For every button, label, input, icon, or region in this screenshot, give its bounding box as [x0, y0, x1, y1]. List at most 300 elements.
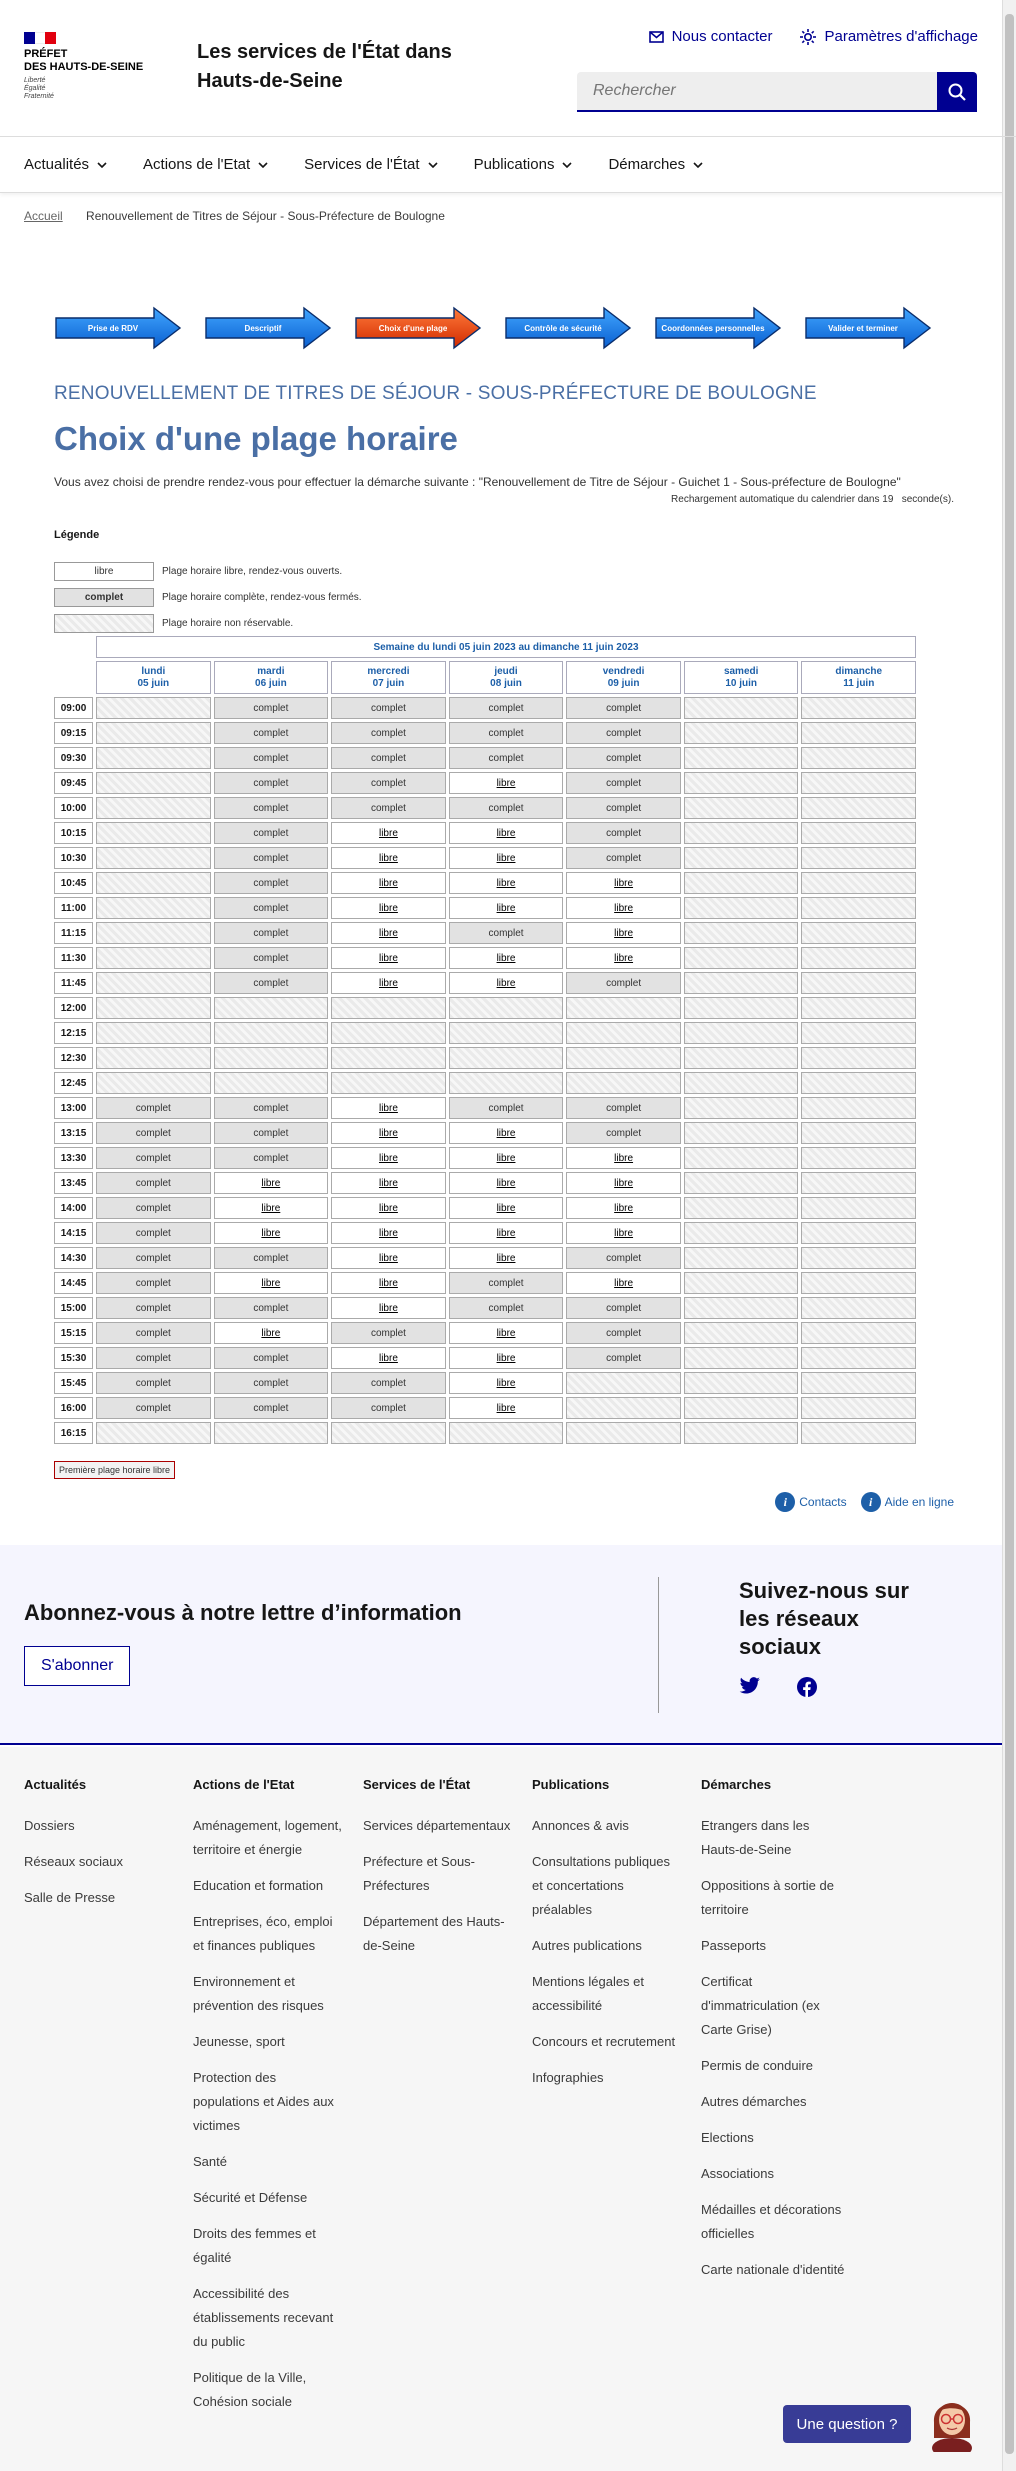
- newsletter-title: Abonnez-vous à notre lettre d’information: [24, 1600, 462, 1625]
- legend-na-text: Plage horaire non réservable.: [162, 618, 294, 629]
- slot-row: [54, 972, 916, 997]
- help-links: [775, 1492, 954, 1512]
- footer-link[interactable]: Environnement et prévention des risques: [193, 1974, 324, 2013]
- info-icon: i: [775, 1492, 795, 1512]
- step-label: Choix d'une plage: [378, 323, 448, 333]
- slot-unavailable: [801, 747, 916, 769]
- footer-link[interactable]: Concours et recrutement: [532, 2034, 676, 2049]
- day-date: 06 juin: [255, 678, 287, 689]
- slot-full: complet: [96, 1397, 211, 1419]
- slot-time: 12:15: [54, 1022, 93, 1044]
- scrollbar[interactable]: [1002, 0, 1016, 2471]
- slot-unavailable: [96, 872, 211, 894]
- slot-free[interactable]: libre: [566, 872, 681, 894]
- slot-free[interactable]: libre: [449, 947, 564, 969]
- footer-link[interactable]: Autres démarches: [701, 2094, 807, 2109]
- slot-free[interactable]: libre: [331, 1347, 446, 1369]
- slot-unavailable: [684, 1147, 799, 1169]
- slot-unavailable: [96, 922, 211, 944]
- slot-free[interactable]: libre: [449, 1197, 564, 1219]
- slot-unavailable: [96, 772, 211, 794]
- footer-column: [701, 1777, 851, 2294]
- slot-time: 16:00: [54, 1397, 93, 1419]
- step-5: [654, 306, 782, 350]
- newsletter-divider: [658, 1577, 659, 1713]
- slot-unavailable: [801, 1097, 916, 1119]
- step-progress: [54, 306, 934, 350]
- slot-free[interactable]: libre: [566, 947, 681, 969]
- breadcrumb-current: Renouvellement de Titres de Séjour - Sous-Préfecture de Boulogne: [86, 209, 445, 223]
- slot-full: complet: [214, 772, 329, 794]
- chevron-down-icon: [693, 162, 703, 168]
- footer-column: [24, 1777, 174, 1922]
- slot-full: complet: [214, 872, 329, 894]
- search-input[interactable]: [577, 72, 937, 112]
- slot-unavailable: [801, 1247, 916, 1269]
- slot-full: complet: [449, 1297, 564, 1319]
- footer-link[interactable]: Elections: [701, 2130, 754, 2145]
- slot-unavailable: [684, 822, 799, 844]
- footer-link[interactable]: Médailles et décorations officielles: [701, 2202, 842, 2241]
- slot-full: complet: [331, 697, 446, 719]
- footer-link[interactable]: Passeports: [701, 1938, 767, 1953]
- slot-time: 11:45: [54, 972, 93, 994]
- slot-unavailable: [684, 897, 799, 919]
- slot-unavailable: [96, 997, 211, 1019]
- footer-link[interactable]: Consultations publiques et concertations préalables: [532, 1854, 671, 1917]
- slot-free[interactable]: libre: [449, 772, 564, 794]
- slot-free[interactable]: libre: [214, 1222, 329, 1244]
- nav-item[interactable]: [24, 156, 107, 173]
- social-title: Suivez-nous sur les réseaux sociaux: [739, 1578, 909, 1659]
- footer-link[interactable]: Annonces & avis: [532, 1818, 629, 1833]
- slot-unavailable: [801, 922, 916, 944]
- slot-full: complet: [214, 1347, 329, 1369]
- slot-free[interactable]: libre: [331, 1122, 446, 1144]
- legend-na-box: [54, 614, 154, 633]
- slot-unavailable: [801, 997, 916, 1019]
- slot-full: complet: [566, 772, 681, 794]
- slot-full: complet: [566, 697, 681, 719]
- slot-free[interactable]: libre: [331, 1172, 446, 1194]
- devise-2: Égalité: [24, 85, 46, 92]
- slot-free[interactable]: libre: [331, 972, 446, 994]
- slot-unavailable: [684, 1397, 799, 1419]
- search-bar: [577, 72, 977, 112]
- slot-unavailable: [96, 1422, 211, 1444]
- slot-unavailable: [684, 997, 799, 1019]
- slot-unavailable: [801, 1197, 916, 1219]
- slot-row: [54, 872, 916, 897]
- page-title: Choix d'une plage horaire: [54, 420, 458, 457]
- slot-free[interactable]: libre: [566, 922, 681, 944]
- nav-item-label: Actions de l'Etat: [143, 156, 251, 173]
- footer-link[interactable]: Santé: [193, 2154, 227, 2169]
- slot-full: complet: [214, 897, 329, 919]
- slot-time: 15:30: [54, 1347, 93, 1369]
- footer-link[interactable]: Certificat d'immatriculation (ex Carte Grise): [701, 1974, 820, 2037]
- slot-unavailable: [801, 897, 916, 919]
- slot-unavailable: [566, 997, 681, 1019]
- slot-unavailable: [566, 1397, 681, 1419]
- slot-unavailable: [566, 1072, 681, 1094]
- footer-link[interactable]: Education et formation: [193, 1878, 324, 1893]
- day-header: [801, 661, 916, 694]
- slot-unavailable: [801, 972, 916, 994]
- slot-unavailable: [566, 1022, 681, 1044]
- slot-time: 14:45: [54, 1272, 93, 1294]
- slot-time: 09:15: [54, 722, 93, 744]
- nav-item-label: Publications: [473, 156, 555, 173]
- chat-assistant-avatar[interactable]: [924, 2388, 980, 2452]
- slot-time: 13:00: [54, 1097, 93, 1119]
- service-title[interactable]: Les services de l'État dans Hauts-de-Seine: [197, 41, 452, 92]
- slot-free[interactable]: libre: [331, 1272, 446, 1294]
- slot-free[interactable]: libre: [449, 872, 564, 894]
- slot-unavailable: [96, 722, 211, 744]
- devise-3: Fraternité: [24, 93, 54, 100]
- slot-time: 10:00: [54, 797, 93, 819]
- footer-link[interactable]: Aménagement, logement, territoire et énergie: [193, 1818, 342, 1857]
- slot-free[interactable]: libre: [449, 1172, 564, 1194]
- facebook-icon[interactable]: [797, 1677, 817, 1697]
- slot-free[interactable]: libre: [214, 1172, 329, 1194]
- chevron-down-icon: [258, 162, 268, 168]
- reload-prefix: Rechargement automatique du calendrier dans: [671, 494, 880, 505]
- nav-item[interactable]: [474, 156, 573, 173]
- slot-time: 14:30: [54, 1247, 93, 1269]
- mail-icon: [649, 31, 664, 43]
- reload-notice: [671, 494, 954, 505]
- slot-unavailable: [96, 1072, 211, 1094]
- slot-full: complet: [214, 922, 329, 944]
- slot-unavailable: [684, 922, 799, 944]
- day-date: 09 juin: [607, 678, 640, 689]
- display-settings-link[interactable]: [800, 28, 978, 45]
- slot-free[interactable]: libre: [566, 1172, 681, 1194]
- slot-free[interactable]: libre: [449, 1322, 564, 1344]
- slot-free[interactable]: libre: [331, 822, 446, 844]
- contact-link[interactable]: [649, 28, 773, 45]
- step-label: Prise de RDV: [87, 323, 139, 333]
- slot-unavailable: [96, 897, 211, 919]
- slot-full: complet: [566, 1097, 681, 1119]
- slot-unavailable: [566, 1372, 681, 1394]
- footer-link[interactable]: Protection des populations et Aides aux victimes: [193, 2070, 334, 2133]
- slot-time: 12:00: [54, 997, 93, 1019]
- legend-title: Légende: [54, 529, 100, 541]
- footer-link[interactable]: Sécurité et Défense: [193, 2190, 308, 2205]
- slot-row: [54, 697, 916, 722]
- slot-unavailable: [96, 822, 211, 844]
- slot-free[interactable]: libre: [331, 872, 446, 894]
- slot-free[interactable]: libre: [449, 1247, 564, 1269]
- slot-full: complet: [566, 1347, 681, 1369]
- slot-full: complet: [96, 1297, 211, 1319]
- slot-unavailable: [331, 1022, 446, 1044]
- slot-unavailable: [96, 697, 211, 719]
- day-name: samedi: [723, 666, 759, 677]
- slot-time: 11:00: [54, 897, 93, 919]
- slot-unavailable: [214, 1072, 329, 1094]
- slot-row: [54, 1197, 916, 1222]
- slot-full: complet: [214, 1397, 329, 1419]
- first-free-slot-button[interactable]: Première plage horaire libre: [54, 1461, 175, 1479]
- slot-full: complet: [566, 972, 681, 994]
- slot-unavailable: [449, 1422, 564, 1444]
- slot-unavailable: [684, 1247, 799, 1269]
- slot-free[interactable]: libre: [331, 1247, 446, 1269]
- slot-free[interactable]: libre: [566, 1197, 681, 1219]
- slot-full: complet: [96, 1097, 211, 1119]
- slot-unavailable: [801, 697, 916, 719]
- slot-full: complet: [214, 1297, 329, 1319]
- slot-unavailable: [684, 1197, 799, 1219]
- slot-time: 09:30: [54, 747, 93, 769]
- step-label: Coordonnées personnelles: [661, 323, 765, 333]
- slot-time: 11:15: [54, 922, 93, 944]
- slot-full: complet: [331, 772, 446, 794]
- step-label: Valider et terminer: [828, 323, 898, 333]
- day-header: [566, 661, 681, 694]
- footer-link[interactable]: Salle de Presse: [24, 1890, 116, 1905]
- slot-row: [54, 1272, 916, 1297]
- slot-full: complet: [214, 1247, 329, 1269]
- slot-full: complet: [566, 1322, 681, 1344]
- online-help-link[interactable]: [861, 1492, 954, 1512]
- day-name: mercredi: [367, 666, 410, 677]
- footer-link[interactable]: Autres publications: [532, 1938, 642, 1953]
- slot-free[interactable]: libre: [449, 1372, 564, 1394]
- slot-unavailable: [684, 1172, 799, 1194]
- slot-free[interactable]: libre: [331, 847, 446, 869]
- slot-unavailable: [801, 1022, 916, 1044]
- slot-row: [54, 1097, 916, 1122]
- slot-free[interactable]: libre: [449, 1222, 564, 1244]
- slot-free[interactable]: libre: [214, 1197, 329, 1219]
- slot-full: complet: [566, 847, 681, 869]
- nav-item-label: Services de l'État: [304, 156, 420, 173]
- slot-full: complet: [566, 747, 681, 769]
- slot-time: 10:45: [54, 872, 93, 894]
- slot-free[interactable]: libre: [449, 847, 564, 869]
- day-name: vendredi: [602, 666, 645, 677]
- slot-full: complet: [566, 1122, 681, 1144]
- scrollbar-thumb[interactable]: [1005, 14, 1014, 2454]
- slot-row: [54, 1222, 916, 1247]
- slot-unavailable: [801, 797, 916, 819]
- footer-link[interactable]: Réseaux sociaux: [24, 1854, 123, 1869]
- slot-grid: [54, 697, 916, 1447]
- slot-unavailable: [801, 1347, 916, 1369]
- subscribe-button[interactable]: S'abonner: [24, 1646, 130, 1686]
- slot-free[interactable]: libre: [449, 972, 564, 994]
- step-4: [504, 306, 632, 350]
- slot-full: complet: [449, 922, 564, 944]
- slot-unavailable: [96, 1047, 211, 1069]
- devise-1: Liberté: [24, 77, 46, 84]
- slot-time: 12:30: [54, 1047, 93, 1069]
- slot-full: complet: [331, 1322, 446, 1344]
- slot-full: complet: [566, 797, 681, 819]
- info-icon: i: [861, 1492, 881, 1512]
- slot-unavailable: [449, 1072, 564, 1094]
- slot-full: complet: [214, 747, 329, 769]
- slot-full: complet: [566, 722, 681, 744]
- slot-time: 14:15: [54, 1222, 93, 1244]
- slot-unavailable: [801, 722, 916, 744]
- slot-free[interactable]: libre: [566, 1222, 681, 1244]
- slot-row: [54, 797, 916, 822]
- chevron-down-icon: [562, 162, 572, 168]
- footer-link[interactable]: Droits des femmes et égalité: [193, 2226, 316, 2265]
- breadcrumb-home[interactable]: Accueil: [24, 209, 63, 223]
- footer-link[interactable]: Carte nationale d'identité: [701, 2262, 845, 2277]
- slot-free[interactable]: libre: [449, 1147, 564, 1169]
- reload-seconds: 19: [882, 494, 894, 505]
- slot-full: complet: [214, 972, 329, 994]
- slot-free[interactable]: libre: [449, 897, 564, 919]
- slot-unavailable: [801, 1372, 916, 1394]
- slot-unavailable: [96, 847, 211, 869]
- footer-link[interactable]: Jeunesse, sport: [193, 2034, 285, 2049]
- twitter-icon[interactable]: [739, 1677, 761, 1695]
- slot-full: complet: [214, 1372, 329, 1394]
- footer-link[interactable]: Dossiers: [24, 1818, 75, 1833]
- slot-time: 09:45: [54, 772, 93, 794]
- contacts-link[interactable]: [775, 1492, 846, 1512]
- slot-time: 16:15: [54, 1422, 93, 1444]
- day-header: [96, 661, 211, 694]
- slot-time: 15:00: [54, 1297, 93, 1319]
- slot-free[interactable]: libre: [331, 922, 446, 944]
- nav-item[interactable]: [143, 156, 268, 173]
- slot-row: [54, 1172, 916, 1197]
- slot-unavailable: [214, 997, 329, 1019]
- day-name: dimanche: [835, 666, 883, 677]
- slot-free[interactable]: libre: [331, 1222, 446, 1244]
- nav-item[interactable]: [304, 156, 437, 173]
- footer-link[interactable]: Permis de conduire: [701, 2058, 813, 2073]
- slot-full: complet: [331, 747, 446, 769]
- slot-full: complet: [449, 1272, 564, 1294]
- slot-free[interactable]: libre: [331, 1097, 446, 1119]
- slot-unavailable: [566, 1047, 681, 1069]
- slot-free[interactable]: libre: [331, 1147, 446, 1169]
- slot-full: complet: [566, 1297, 681, 1319]
- slot-free[interactable]: libre: [566, 897, 681, 919]
- step-6: [804, 306, 932, 350]
- slot-unavailable: [684, 947, 799, 969]
- footer-link[interactable]: Département des Hauts-de-Seine: [363, 1914, 505, 1953]
- legend-full-box: complet: [54, 588, 154, 607]
- slot-unavailable: [331, 1422, 446, 1444]
- slot-row: [54, 922, 916, 947]
- footer-link[interactable]: Infographies: [532, 2070, 604, 2085]
- online-help-label: Aide en ligne: [884, 1495, 954, 1509]
- slot-unavailable: [214, 1047, 329, 1069]
- search-button[interactable]: [937, 72, 977, 112]
- legend-full: [54, 588, 362, 607]
- chat-button[interactable]: Une question ?: [783, 2405, 911, 2443]
- footer-link[interactable]: Politique de la Ville, Cohésion sociale: [193, 2370, 307, 2409]
- slot-free[interactable]: libre: [449, 822, 564, 844]
- slot-full: complet: [214, 947, 329, 969]
- step-label: Descriptif: [244, 323, 282, 333]
- week-label: Semaine du lundi 05 juin 2023 au dimanche 11 juin 2023: [96, 636, 916, 658]
- breadcrumb: [24, 209, 445, 223]
- slot-free[interactable]: libre: [449, 1122, 564, 1144]
- sun-icon: [800, 29, 816, 45]
- slot-time: 11:30: [54, 947, 93, 969]
- slot-full: complet: [96, 1347, 211, 1369]
- prefet-logo[interactable]: [24, 32, 143, 101]
- slot-free[interactable]: libre: [566, 1272, 681, 1294]
- slot-full: complet: [214, 797, 329, 819]
- footer-link[interactable]: Préfecture et Sous-Préfectures: [363, 1854, 475, 1893]
- slot-full: complet: [566, 1247, 681, 1269]
- day-date: 05 juin: [137, 678, 170, 689]
- slot-full: complet: [214, 722, 329, 744]
- nav-item-label: Démarches: [608, 156, 686, 173]
- footer-column-title: Publications: [532, 1777, 610, 1792]
- slot-full: complet: [449, 797, 564, 819]
- slot-free[interactable]: libre: [331, 897, 446, 919]
- slot-free[interactable]: libre: [331, 947, 446, 969]
- slot-row: [54, 747, 916, 772]
- slot-free[interactable]: libre: [331, 1197, 446, 1219]
- slot-full: complet: [331, 1397, 446, 1419]
- slot-row: [54, 1147, 916, 1172]
- nav-item-label: Actualités: [24, 156, 90, 173]
- slot-free[interactable]: libre: [331, 1297, 446, 1319]
- slot-unavailable: [684, 1047, 799, 1069]
- slot-unavailable: [214, 1022, 329, 1044]
- site-footer: [0, 1747, 1002, 2471]
- nav-item[interactable]: [608, 156, 703, 173]
- slot-row: [54, 1122, 916, 1147]
- slot-full: complet: [96, 1122, 211, 1144]
- footer-link[interactable]: Services départementaux: [363, 1818, 511, 1833]
- slot-row: [54, 722, 916, 747]
- slot-unavailable: [96, 1022, 211, 1044]
- slot-unavailable: [801, 1222, 916, 1244]
- slot-row: [54, 847, 916, 872]
- slot-unavailable: [684, 1272, 799, 1294]
- slot-row: [54, 1322, 916, 1347]
- slot-unavailable: [801, 1272, 916, 1294]
- slot-unavailable: [801, 1072, 916, 1094]
- footer-link[interactable]: Oppositions à sortie de territoire: [701, 1878, 834, 1917]
- slot-unavailable: [684, 1422, 799, 1444]
- footer-link[interactable]: Entreprises, éco, emploi et finances publiques: [193, 1914, 333, 1953]
- contact-label: Nous contacter: [671, 28, 773, 45]
- day-headers: [96, 661, 916, 694]
- footer-link[interactable]: Associations: [701, 2166, 774, 2181]
- slot-free[interactable]: libre: [449, 1347, 564, 1369]
- prefet-line-1: PRÉFET: [24, 48, 68, 60]
- slot-row: [54, 1072, 916, 1097]
- slot-free[interactable]: libre: [214, 1272, 329, 1294]
- slot-unavailable: [684, 1322, 799, 1344]
- footer-link[interactable]: Etrangers dans les Hauts-de-Seine: [701, 1818, 810, 1857]
- footer-link[interactable]: Accessibilité des établissements recevant du public: [193, 2286, 334, 2349]
- slot-unavailable: [801, 1297, 916, 1319]
- slot-free[interactable]: libre: [566, 1147, 681, 1169]
- slot-free[interactable]: libre: [449, 1397, 564, 1419]
- footer-link[interactable]: Mentions légales et accessibilité: [532, 1974, 645, 2013]
- slot-free[interactable]: libre: [214, 1322, 329, 1344]
